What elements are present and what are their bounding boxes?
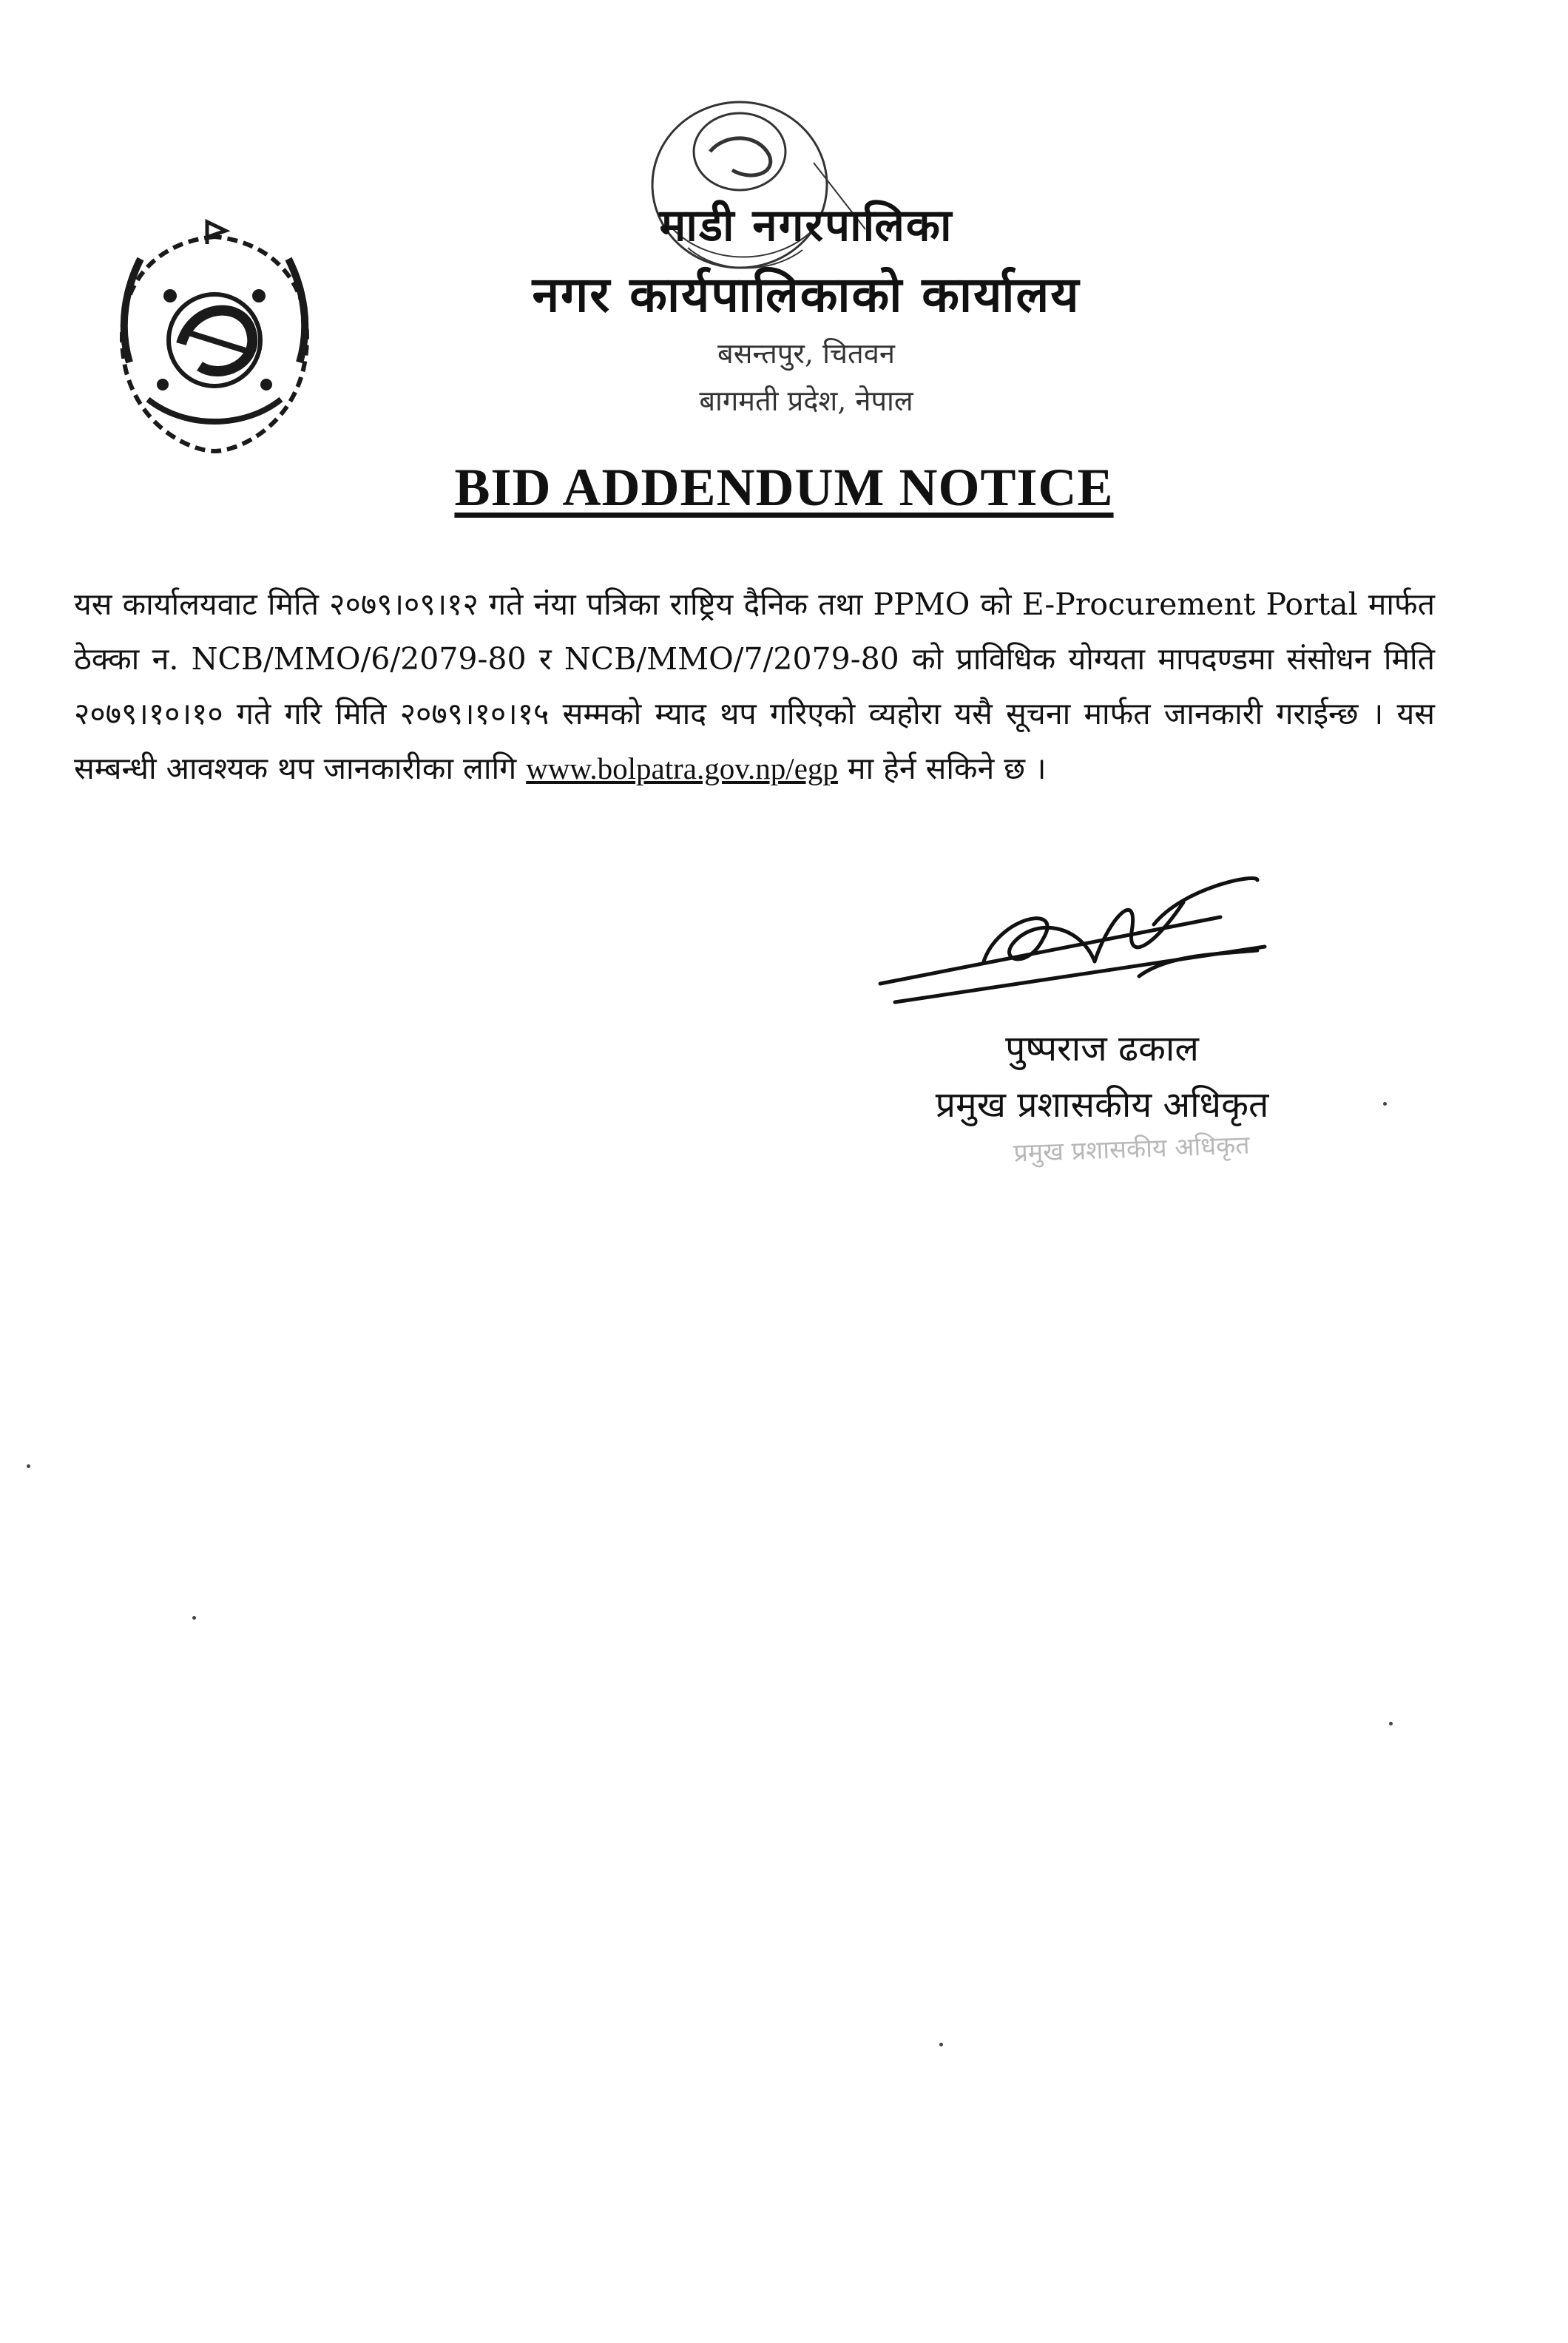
notice-body-ending: मा हेर्न सकिने छ । <box>847 751 1047 786</box>
signatory-name: पुष्पराज ढकाल <box>1005 1028 1199 1069</box>
address-line-1: बसन्तपुर, चितवन <box>717 337 895 370</box>
scan-speck <box>939 2043 943 2046</box>
scan-speck <box>1383 1102 1387 1106</box>
notice-title: BID ADDENDUM NOTICE <box>454 458 1114 517</box>
government-emblem-icon <box>96 214 333 466</box>
handwritten-signature <box>873 873 1287 1021</box>
signatory-block <box>851 1021 1354 1169</box>
signatory-title: प्रमुख प्रशासकीय अधिकृत <box>935 1084 1269 1126</box>
municipality-name: माडी नगरपालिका <box>659 200 953 251</box>
office-name: नगर कार्यपालिकाको कार्यालय <box>532 266 1081 323</box>
letterhead <box>399 192 1213 425</box>
notice-body-text: यस कार्यालयवाट मिति २०७९।०९।१२ गते नंया पत्रिका राष्ट्रिय दैनिक तथा PPMO को E-Procurement Portal मार्फत ठेक्का न. NCB/MMO/6/2079-80 र NCB/MMO/7/2079-80 को प्राविधिक योग्यता मापदण्डमा संसोधन मिति २०७९।१०।१० गते गरि मिति २०७९।१०।१५ सम्मको म्याद थप गरिएको व्यहोरा यसै सूचना मार्फत जानकारी गराईन्छ । यस सम्बन्धी आवश्यक थप जानकारीका लागि <box>74 586 1435 786</box>
scan-speck <box>192 1616 196 1620</box>
notice-body <box>74 577 1435 796</box>
scan-speck <box>1389 1722 1393 1725</box>
signatory-stamp: प्रमुख प्रशासकीय अधिकृत <box>1013 1130 1251 1169</box>
scan-speck <box>27 1464 30 1468</box>
address-line-2: बागमती प्रदेश, नेपाल <box>699 385 913 417</box>
egp-portal-link[interactable]: www.bolpatra.gov.np/egp <box>526 751 838 785</box>
